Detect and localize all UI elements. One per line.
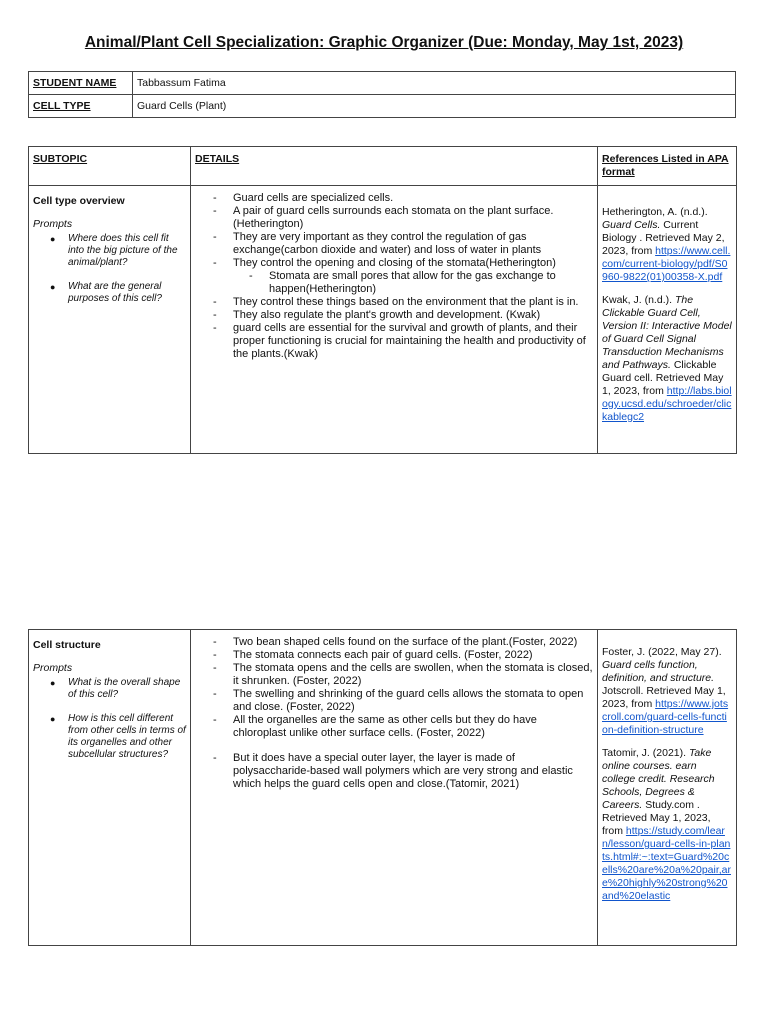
detail-item: - They also regulate the plant's growth and development. (Kwak) [233,309,593,322]
student-name-label: STUDENT NAME [29,72,133,95]
section-structure-row [29,630,737,946]
subtopic-title: Cell type overview [33,195,125,207]
prompts-label: Prompts [33,662,73,674]
reference-link[interactable]: http://labs.biology.ucsd.edu/schroeder/clickablegc2 [602,385,732,423]
details-cell [191,186,598,454]
prompt-item: ● Where does this cell fit into the big picture of the animal/plant? [68,233,186,269]
reference-link[interactable]: https://study.com/learn/lesson/guard-cells-in-plants.html#:~:text=Guard%20cells%20are%20a%20pair,are%20highly%20strong%20and%20elastic [602,825,731,902]
detail-item: - All the organelles are the same as other cells but they do have chloroplast unlike other surface cells. (Foster, 2022) [233,714,593,740]
references-cell [598,186,737,454]
student-name-value: Tabbassum Fatima [133,72,736,95]
prompts-list [33,677,186,761]
reference-entry: Hetherington, A. (n.d.). Guard Cells. Current Biology . Retrieved May 2, 2023, from https://www.cell.com/current-biology/pdf/S0960-9822(01)00358-X.pdf [602,206,731,283]
cell-type-row [29,95,736,118]
detail-item: - The stomata opens and the cells are swollen, when the stomata is closed, it shrunken. (Foster, 2022) [233,662,593,688]
header-details: DETAILS [191,147,598,186]
section-overview-row [29,186,737,454]
detail-item: - They control these things based on the environment that the plant is in. [233,296,593,309]
reference-link[interactable]: https://www.cell.com/current-biology/pdf/S0960-9822(01)00358-X.pdf [602,245,731,283]
detail-subitem: - Stomata are small pores that allow for the gas exchange to happen(Hetherington) [269,270,593,296]
details-cell [191,630,598,946]
reference-entry: Kwak, J. (n.d.). The Clickable Guard Cell, Version II: Interactive Model of Guard Cell Signal Transduction Mechanisms and Pathways. Clickable Guard cell. Retrieved May 1, 2023, from http://labs.biology.ucsd.edu/schroeder/clickablegc2 [602,294,732,423]
prompt-item: ● How is this cell different from other cells in terms of its organelles and other subcellular structures? [68,713,186,761]
organizer-table-bottom [28,629,737,946]
reference-entry: Tatomir, J. (2021). Take online courses. earn college credit. Research Schools, Degrees & Careers. Study.com . Retrieved May 1, 2023, from https://study.com/learn/lesson/guard-cells-in-plants.html#:~:text=Guard%20cells%20are%20a%20pair,are%20highly%20strong%20and%20elastic [602,747,731,902]
prompts-list [33,233,186,305]
prompt-item: ● What are the general purposes of this cell? [68,281,186,305]
subtopic-title: Cell structure [33,639,101,651]
cell-type-label: CELL TYPE [29,95,133,118]
cell-type-value: Guard Cells (Plant) [133,95,736,118]
page-title: Animal/Plant Cell Specialization: Graphic Organizer (Due: Monday, May 1st, 2023) [84,34,684,51]
reference-link[interactable]: https://www.jotscroll.com/guard-cells-function-definition-structure [602,698,729,736]
student-info-table [28,71,736,118]
references-cell [598,630,737,946]
prompts-label: Prompts [33,218,73,230]
detail-item: - Two bean shaped cells found on the surface of the plant.(Foster, 2022) [233,636,593,649]
detail-item: - Guard cells are specialized cells. [233,192,593,205]
header-references: References Listed in APA format [598,147,737,186]
detail-item: - They control the opening and closing of the stomata(Hetherington) [233,257,593,270]
organizer-table-top [28,146,737,454]
details-list [195,636,593,791]
reference-entry: Foster, J. (2022, May 27). Guard cells function, definition, and structure. Jotscroll. Retrieved May 1, 2023, from https://www.jotscroll.com/guard-cells-function-definition-structure [602,646,729,736]
detail-item: - They are very important as they control the regulation of gas exchange(carbon dioxide and water) and loss of water in plants [233,231,593,257]
student-name-row [29,72,736,95]
header-row [29,147,737,186]
detail-item: - The stomata connects each pair of guard cells. (Foster, 2022) [233,649,593,662]
subtopic-cell [29,186,191,454]
subtopic-cell [29,630,191,946]
header-subtopic: SUBTOPIC [29,147,191,186]
prompt-item: ● What is the overall shape of this cell? [68,677,186,701]
details-list [195,192,593,361]
detail-item: - But it does have a special outer layer, the layer is made of polysaccharide-based wall polymers which are very strong and elastic which helps the guard cells open and close.(Tatomir, 2021) [233,752,593,791]
detail-item: - A pair of guard cells surrounds each stomata on the plant surface.(Hetherington) [233,205,593,231]
detail-item: - guard cells are essential for the survival and growth of plants, and their proper functioning is crucial for maintaining the health and productivity of the plants.(Kwak) [233,322,593,361]
detail-item: - The swelling and shrinking of the guard cells allows the stomata to open and close. (Foster, 2022) [233,688,593,714]
